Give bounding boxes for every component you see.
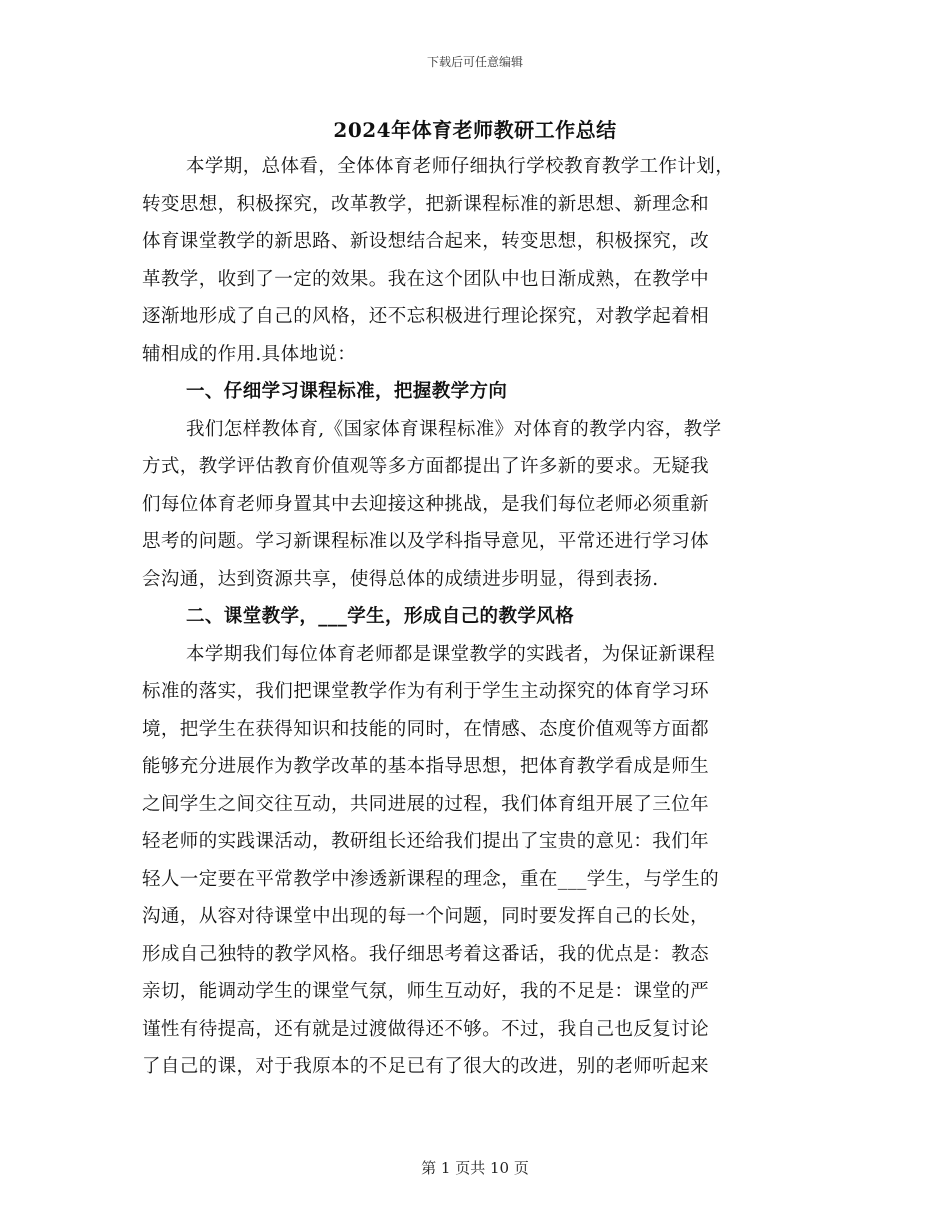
page-number-footer: 第 1 页共 10 页 bbox=[421, 1159, 529, 1177]
header-note: 下载后可任意编辑 bbox=[426, 55, 523, 69]
paragraph-line: 境，把学生在获得知识和技能的同时，在情感、态度价值观等方面都 bbox=[142, 718, 710, 740]
paragraph-line: 能够充分进展作为教学改革的基本指导思想，把体育教学看成是师生 bbox=[142, 756, 710, 777]
paragraph-line: 革教学，收到了一定的效果。我在这个团队中也日渐成熟，在教学中 bbox=[142, 268, 710, 290]
paragraph-line: 我们怎样教体育,《国家体育课程标准》对体育的教学内容，教学 bbox=[186, 418, 722, 440]
paragraph-line: 方式，教学评估教育价值观等多方面都提出了许多新的要求。无疑我 bbox=[142, 456, 710, 477]
section-heading: 二、课堂教学，___学生，形成自己的教学风格 bbox=[186, 606, 575, 627]
paragraph-line: 思考的问题。学习新课程标准以及学科指导意见，平常还进行学习体 bbox=[142, 531, 710, 552]
paragraph-line: 本学期我们每位体育老师都是课堂教学的实践者，为保证新课程 bbox=[186, 643, 716, 665]
paragraph-line: 辅相成的作用.具体地说： bbox=[142, 343, 357, 365]
paragraph-line: 会沟通，达到资源共享，使得总体的成绩进步明显，得到表扬. bbox=[142, 568, 659, 590]
paragraph-line: 本学期，总体看，全体体育老师仔细执行学校教育教学工作计划， bbox=[186, 156, 735, 177]
document-body bbox=[142, 148, 807, 1086]
paragraph-line: 谨性有待提高，还有就是过渡做得还不够。不过，我自己也反复讨论 bbox=[142, 1018, 710, 1040]
paragraph-line: 们每位体育老师身置其中去迎接这种挑战，是我们每位老师必须重新 bbox=[142, 493, 710, 515]
paragraph-line: 了自己的课，对于我原本的不足已有了很大的改进，别的老师听起来 bbox=[142, 1056, 710, 1077]
paragraph-line: 轻人一定要在平常教学中渗透新课程的理念，重在___学生，与学生的 bbox=[142, 868, 720, 890]
paragraph-line: 沟通，从容对待课堂中出现的每一个问题，同时要发挥自己的长处， bbox=[142, 906, 710, 927]
paragraph-line: 轻老师的实践课活动，教研组长还给我们提出了宝贵的意见：我们年 bbox=[142, 831, 710, 852]
paragraph-line: 之间学生之间交往互动，共同进展的过程，我们体育组开展了三位年 bbox=[142, 793, 710, 815]
paragraph-line: 逐渐地形成了自己的风格，还不忘积极进行理论探究，对教学起着相 bbox=[142, 306, 710, 327]
section-heading: 一、仔细学习课程标准，把握教学方向 bbox=[186, 381, 508, 402]
paragraph-line: 标准的落实，我们把课堂教学作为有利于学生主动探究的体育学习环 bbox=[142, 681, 710, 702]
paragraph-line: 形成自己独特的教学风格。我仔细思考着这番话，我的优点是：教态 bbox=[142, 943, 710, 965]
paragraph-line: 亲切，能调动学生的课堂气氛，师生互动好，我的不足是：课堂的严 bbox=[142, 981, 710, 1002]
paragraph-line: 转变思想，积极探究，改革教学，把新课程标准的新思想、新理念和 bbox=[142, 193, 710, 215]
paragraph-line: 体育课堂教学的新思路、新设想结合起来，转变思想，积极探究，改 bbox=[142, 231, 710, 252]
page-title: 2024年体育老师教研工作总结 bbox=[333, 118, 617, 142]
